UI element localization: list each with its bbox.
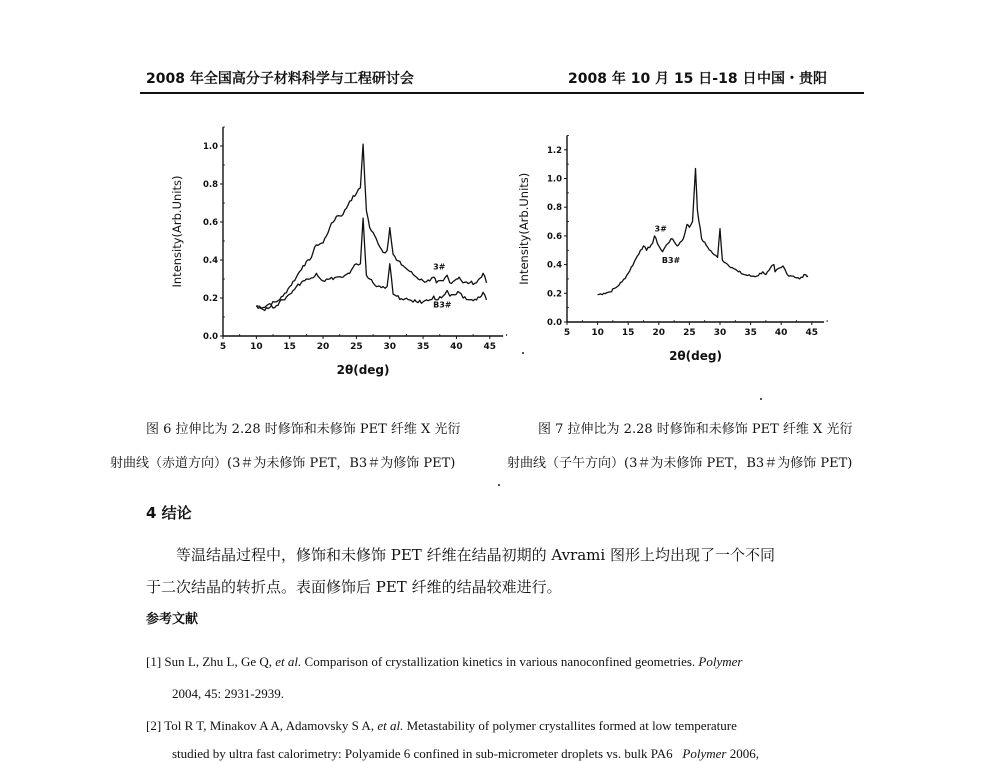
x-tick-label: 25 (683, 328, 696, 338)
scan-artifact (522, 352, 524, 354)
x-axis-title: 2θ(deg) (336, 363, 390, 377)
conclusion-paragraph-line2: 于二次结晶的转折点。表面修饰后 PET 纤维的结晶较难进行。 (146, 578, 562, 596)
series-line-B3-sharp (256, 218, 486, 310)
figure-6-chart (160, 120, 510, 390)
x-tick-label: 40 (450, 342, 463, 352)
reference-journal: Polymer (682, 746, 727, 761)
reference-title-cont: studied by ultra fast calorimetry: Polyamide 6 confined in sub-micrometer droplets vs. bulk PA6 (172, 746, 673, 761)
x-tick-label: 5 (219, 342, 227, 352)
reference-etal: et al. (377, 718, 404, 733)
y-tick-label: 1.2 (546, 145, 562, 156)
y-axis-title: Intensity(Arb.Units) (170, 175, 184, 288)
references-title: 参考文献 (146, 612, 199, 627)
figure-7-caption-line1: 图 7 拉伸比为 2.28 时修饰和未修饰 PET 纤维 X 光衍 (538, 422, 853, 437)
y-tick-label: 0.0 (546, 318, 562, 328)
header-location: 中国・贵阳 (757, 71, 827, 87)
x-tick-label: 45 (805, 328, 819, 338)
header-date: 2008 年 10 月 15 日-18 日 (568, 71, 757, 87)
y-tick-label: 0.2 (202, 294, 218, 304)
x-tick-label: 30 (383, 342, 397, 352)
reference-1-line1 (146, 654, 742, 670)
figure-6-caption-line1: 图 6 拉伸比为 2.28 时修饰和未修饰 PET 纤维 X 光衍 (146, 422, 461, 437)
y-tick-label: 0.8 (546, 203, 562, 214)
figure-7-chart (510, 120, 830, 370)
reference-authors: Tol R T, Minakov A A, Adamovsky S A, (164, 718, 375, 733)
conclusion-paragraph-line1: 等温结晶过程中，修饰和未修饰 PET 纤维在结晶初期的 Avrami 图形上均出现了一个不同 (176, 546, 775, 564)
x-tick-label: 30 (713, 328, 727, 338)
series-annotation: B3# (433, 300, 452, 310)
reference-number: [2] (146, 718, 162, 733)
y-tick-label: 0.6 (202, 218, 218, 228)
y-tick-label: 0.0 (202, 332, 218, 342)
reference-journal: Polymer (698, 654, 743, 669)
y-tick-label: 0.8 (202, 180, 218, 190)
y-tick-label: 0.4 (202, 256, 218, 266)
x-tick-label: 20 (652, 328, 666, 338)
figure-7-caption-line2: 射曲线（子午方向）(3＃为未修饰 PET，B3＃为修饰 PET) (507, 456, 853, 471)
figure-6-caption-line2: 射曲线（赤道方向）(3＃为未修饰 PET，B3＃为修饰 PET) (110, 456, 456, 471)
reference-1-line2: 2004, 45: 2931-2939. (172, 686, 284, 701)
series-annotation: B3# (661, 256, 681, 266)
chart-axes (564, 135, 827, 325)
reference-title: Comparison of crystallization kinetics in various nanoconfined geometries. (304, 654, 696, 669)
x-tick-label: 45 (483, 342, 497, 352)
series-line-3-sharp (598, 169, 809, 295)
scan-artifact (760, 398, 762, 400)
header-rule (140, 92, 864, 94)
x-tick-label: 5 (563, 328, 571, 338)
chart-labels (517, 146, 818, 363)
y-axis-title: Intensity(Arb.Units) (517, 172, 531, 285)
reference-2-line1 (146, 718, 737, 734)
x-tick-label: 35 (744, 328, 757, 338)
x-tick-label: 35 (416, 342, 430, 352)
scan-artifact (498, 484, 500, 486)
chart-series (598, 169, 809, 295)
x-tick-label: 15 (621, 328, 635, 338)
chart-series (256, 144, 486, 310)
x-tick-label: 20 (316, 342, 330, 352)
reference-year: 2006, (729, 746, 759, 761)
y-tick-label: 0.6 (546, 231, 562, 242)
x-tick-label: 40 (774, 328, 788, 338)
x-tick-label: 10 (250, 342, 263, 352)
y-tick-label: 0.2 (546, 289, 562, 300)
header-conference-title: 2008 年全国高分子材料科学与工程研讨会 (146, 71, 414, 87)
x-tick-label: 25 (350, 342, 363, 352)
y-tick-label: 1.0 (546, 174, 562, 185)
x-tick-label: 10 (591, 328, 604, 338)
x-tick-label: 15 (283, 342, 296, 352)
x-axis-title: 2θ(deg) (669, 349, 722, 363)
y-tick-label: 1.0 (202, 142, 218, 152)
reference-authors: Sun L, Zhu L, Ge Q, (164, 654, 273, 669)
series-annotation: 3# (654, 224, 667, 234)
series-annotation: 3# (433, 262, 446, 272)
series-line-3-sharp (256, 144, 486, 308)
chart-labels (170, 142, 496, 377)
y-tick-label: 0.4 (546, 260, 562, 271)
reference-title: Metastability of polymer crystallites formed at low temperature (406, 718, 737, 733)
reference-etal: et al. (275, 654, 302, 669)
section-title-conclusion: 4 结论 (146, 504, 192, 522)
reference-number: [1] (146, 654, 162, 669)
